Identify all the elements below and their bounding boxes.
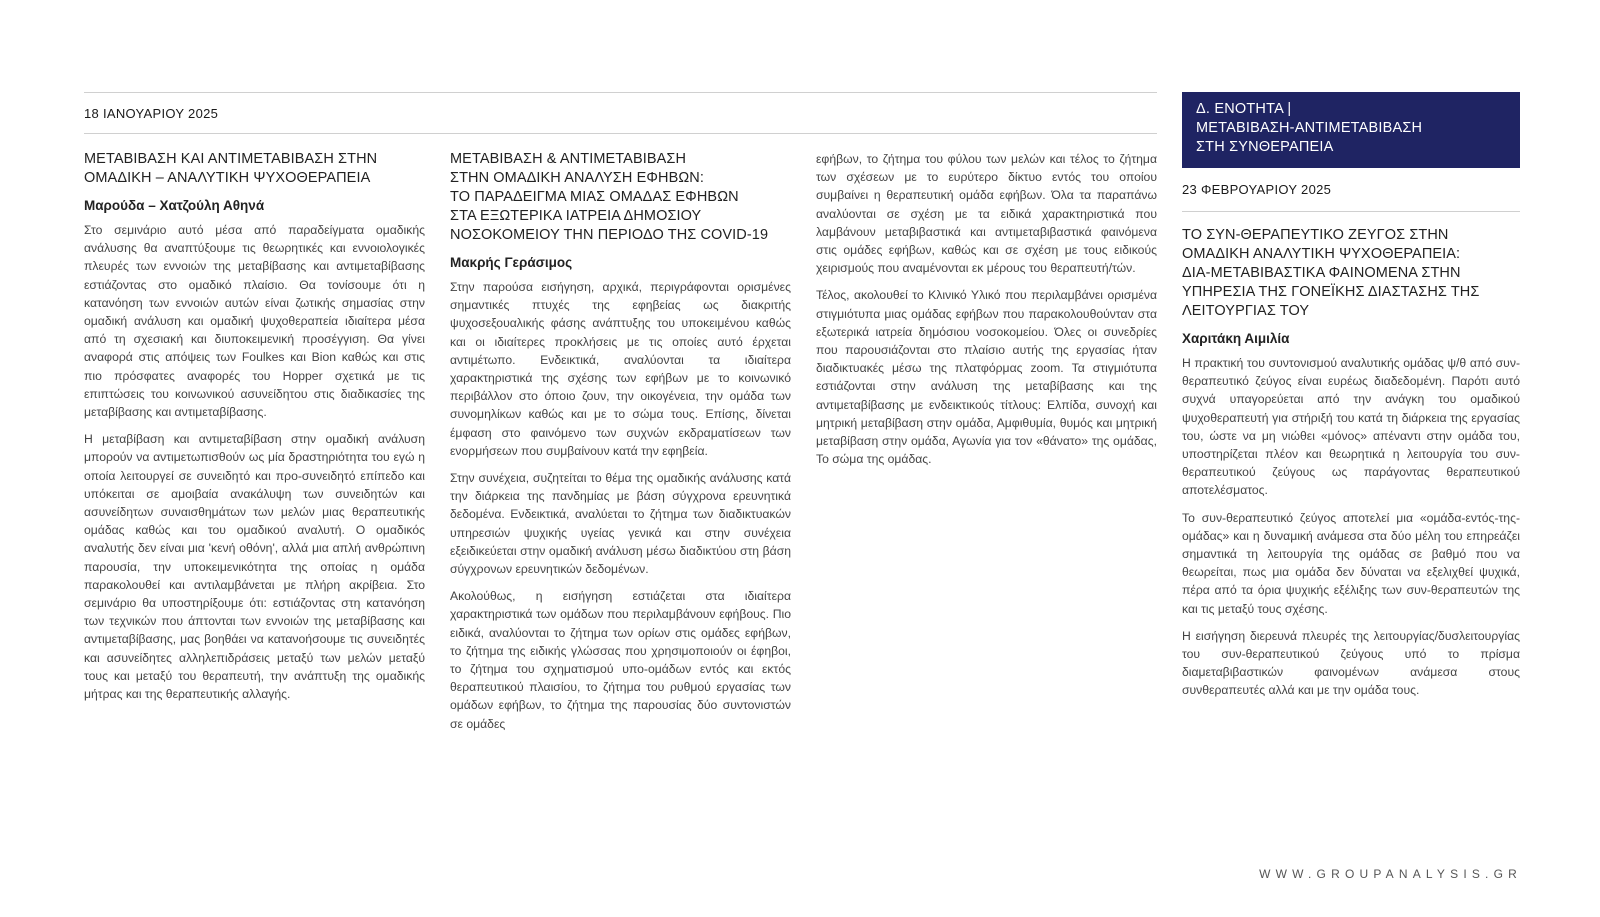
article-paragraph: εφήβων, το ζήτημα του φύλου των μελών και τέλος το ζήτημα των σχέσεων με το ευρύτερο δίκτυο εντός του οποίου συμβαίνει η θεραπευτική ομάδα εφήβων. Όλα τα παραπάνω αναλύονται σε σχέση με τα ειδικά χαρακτηριστικά που λαμβάνουν μεταβιβαστικά και αντιμεταβιβαστικά φαινόμενα στις ομάδες εφήβων, καθώς και σε σχέση με τους ειδικούς χειρισμούς που αναμένονται εκ μέρους του θεραπευτή/τών. (816, 152, 1157, 276)
article-paragraph: Το συν-θεραπευτικό ζεύγος αποτελεί μια «ομάδα-εντός-της-ομάδας» και η δυναμική ανάμεσα στα δύο μέλη του επηρεάζει σημαντικά τη λειτουργία της ομάδας σε βαθμό που να θεωρείται, πως μια ομάδα δεν δύναται να εξελιχθεί ψυχικά, πέρα από τα όρια ψυχικής εξέλιξης των συν-θεραπευτών της και τις μεταξύ τους σχέσης. (1182, 510, 1520, 616)
article-column-3 (816, 150, 1157, 477)
article-title-line: ΤΟ ΣΥΝ-ΘΕΡΑΠΕΥΤΙΚΟ ΖΕΥΓΟΣ ΣΤΗΝ (1182, 227, 1449, 243)
event-date-left: 18 ΙΑΝΟΥΑΡΙΟΥ 2025 (84, 106, 219, 121)
date-rule-left (84, 133, 1157, 134)
article-column-4 (1182, 226, 1520, 709)
article-author: Μαρούδα – Χατζούλη Αθηνά (84, 198, 265, 213)
date-rule-right (1182, 211, 1520, 212)
event-date-right: 23 ΦΕΒΡΟΥΑΡΙΟΥ 2025 (1182, 182, 1332, 197)
article-column-2 (450, 150, 791, 742)
section-title-line: Δ. ΕΝΟΤΗΤΑ | (1196, 101, 1292, 117)
article-title-line: ΜΕΤΑΒΙΒΑΣΗ & ΑΝΤΙΜΕΤΑΒΙΒΑΣΗ (450, 151, 687, 167)
article-title-line: ΣΤΑ ΕΞΩΤΕΡΙΚΑ ΙΑΤΡΕΙΑ ΔΗΜΟΣΙΟΥ (450, 208, 702, 224)
section-header-box (1182, 92, 1520, 168)
article-author: Χαριτάκη Αιμιλία (1182, 331, 1290, 346)
article-title (450, 150, 791, 245)
article-author: Μακρής Γεράσιμος (450, 255, 573, 270)
article-title-line: ΟΜΑΔΙΚΗ ΑΝΑΛΥΤΙΚΗ ΨΥΧΟΘΕΡΑΠΕΙΑ: (1182, 246, 1461, 262)
article-paragraph: Η μεταβίβαση και αντιμεταβίβαση στην ομαδική ανάλυση μπορούν να αντιμετωπισθούν ως μία δραστηριότητα του εγώ η οποία λειτουργεί σε συνειδητό και προ-συνειδητό επίπεδο και υπόκειται σε αμοιβαία ανακάλυψη των συνειδητών και ασυνείδητων συναισθημάτων των μελών μιας θεραπευτικής ομάδας καθώς και του ομαδικού αναλυτή. Ο ομαδικός αναλυτής δεν είναι μια 'κενή οθόνη', αλλά μια απλή ανθρώπινη παρουσία, την υποκειμενικότητα της οποίας η ομάδα παρακολουθεί και αντιλαμβάνεται με πλήρη ακρίβεια. Στο σεμινάριο θα υποστηρίξουμε ότι: εστιάζοντας στη κατανόηση των τεχνικών που άπτονται των εννοιών της μεταβίβασης και αντιμεταβίβασης, μας βοηθάει να κατανοήσουμε τις συνειδητές και ασυνείδητες αλληλεπιδράσεις μεταξύ των μελών μεταξύ τους και μεταξύ του θεραπευτή, την ανάπτυξη της ομαδικής μήτρας και της θεραπευτικής αλλαγής. (84, 432, 425, 702)
article-paragraph: Στην συνέχεια, συζητείται το θέμα της ομαδικής ανάλυσης κατά την διάρκεια της πανδημίας με βάση σύγχρονα ερευνητικά δεδομένα. Ενδεικτικά, αναλύεται το ζήτημα των διαδικτυακών υπηρεσιών ψυχικής υγείας γενικά και στην συνέχεια εξειδικεύεται στην ομαδική ανάλυση μέσω διαδικτύου στη βάση σύγχρονων ερευνητικών δεδομένων. (450, 471, 791, 577)
footer-website: WWW.GROUPANALYSIS.GR (1259, 867, 1522, 881)
article-title (1182, 226, 1520, 321)
article-title-line: ΥΠΗΡΕΣΙΑ ΤΗΣ ΓΟΝΕΪΚΗΣ ΔΙΑΣΤΑΣΗΣ ΤΗΣ (1182, 284, 1480, 300)
top-rule (84, 92, 1157, 93)
article-paragraph: Τέλος, ακολουθεί το Κλινικό Υλικό που περιλαμβάνει ορισμένα στιγμιότυπα μιας ομάδας εφήβων που παρακολουθούνταν στα εξωτερικά ιατρεία δημόσιου νοσοκομείου. Όλες οι συνεδρίες που παρουσιάζονται στο πλαίσιο αυτής της εργασίας ήταν διαδικτυακές μέσω της πλατφόρμας zoom. Τα στιγμιότυπα εστιάζονται στην ανάλυση της μεταβίβασης και της αντιμεταβίβασης με ενδεικτικούς τίτλους: Ελπίδα, συνοχή και μητρική μεταβίβαση στην ομάδα, Αμφιθυμία, θυμός και μητρική μεταβίβαση στην ομάδα, Αγωνία για τον «θάνατο» της ομάδας, Το σώμα της ομάδας. (816, 288, 1157, 467)
article-paragraph: Ακολούθως, η εισήγηση εστιάζεται στα ιδιαίτερα χαρακτηριστικά των ομάδων που περιλαμβάνουν εφήβους. Πιο ειδικά, αναλύονται το ζήτημα των ορίων στις ομάδες εφήβων, το ζήτημα της ειδικής γλώσσας που χρησιμοποιούν οι έφηβοι, το ζήτημα του σχηματισμού υπο-ομάδων εντός και εκτός θεραπευτικού πλαισίου, το ζήτημα του ρυθμού εργασίας των ομάδων εφήβων, το ζήτημα της παρουσίας δύο συντονιστών σε ομάδες (450, 589, 791, 731)
article-title-line: ΤΟ ΠΑΡΑΔΕΙΓΜΑ ΜΙΑΣ ΟΜΑΔΑΣ ΕΦΗΒΩΝ (450, 189, 739, 205)
article-title-line: ΔΙΑ-ΜΕΤΑΒΙΒΑΣΤΙΚΑ ΦΑΙΝΟΜΕΝΑ ΣΤΗΝ (1182, 265, 1461, 281)
section-title-line: ΜΕΤΑΒΙΒΑΣΗ-ΑΝΤΙΜΕΤΑΒΙΒΑΣΗ (1196, 120, 1423, 136)
article-title (84, 150, 425, 188)
article-paragraph: Η εισήγηση διερευνά πλευρές της λειτουργίας/δυσλειτουργίας του συν-θεραπευτικού ζεύγους υπό το πρίσμα διαμεταβιβαστικών φαινομένων ανάμεσα στους συνθεραπευτές αλλά και με την ομάδα τους. (1182, 628, 1520, 698)
article-title-line: ΟΜΑΔΙΚΗ – ΑΝΑΛΥΤΙΚΗ ΨΥΧΟΘΕΡΑΠΕΙΑ (84, 170, 371, 186)
article-title-line: ΣΤΗΝ ΟΜΑΔΙΚΗ ΑΝΑΛΥΣΗ ΕΦΗΒΩΝ: (450, 170, 704, 186)
article-title-line: ΜΕΤΑΒΙΒΑΣΗ ΚΑΙ ΑΝΤΙΜΕΤΑΒΙΒΑΣΗ ΣΤΗΝ (84, 151, 378, 167)
article-paragraph: Στην παρούσα εισήγηση, αρχικά, περιγράφονται ορισμένες σημαντικές πτυχές της εφηβείας ως διακριτής ψυχοσεξουαλικής φάσης ανάπτυξης του υποκειμένου καθώς και οι ιδιαίτερες προκλήσεις με τις οποίες αυτό έρχεται αντιμέτωπο. Ενδεικτικά, αναλύονται τα ιδιαίτερα χαρακτηριστικά της σχέσης των εφήβων με το κοινωνικό περιβάλλον στο όποιο ζουν, την οικογένεια, την ομάδα των συνομηλίκων καθώς και με το σώμα τους. Επίσης, δίνεται έμφαση στο φαινόμενο των συχνών εκδραματίσεων των ενορμήσεων που συμβαίνουν κατά την εφηβεία. (450, 280, 791, 458)
article-title-line: ΛΕΙΤΟΥΡΓΙΑΣ ΤΟΥ (1182, 303, 1310, 319)
article-column-1 (84, 150, 425, 712)
article-paragraph: Στο σεμινάριο αυτό μέσα από παραδείγματα ομαδικής ανάλυσης θα αναπτύξουμε τις θεωρητικές και εννοιολογικές πλευρές των εννοιών της μεταβίβασης και αντιμεταβίβασης εστιάζοντας στο ομαδικό πλαίσιο. Θα τονίσουμε ότι η κατανόηση των εννοιών αυτών είναι ζωτικής σημασίας στην ομαδική ανάλυση και ομαδική ψυχοθεραπεία ιδιαίτερα μέσα από τη σχεσιακή και διυποκειμενική προσέγγιση. Θα γίνει αναφορά στις απόψεις των Foulkes και Bion καθώς και στις πιο πρόσφατες αναφορές του Hopper σχετικά με τις επιπτώσεις του κοινωνικού ασυνείδητου στις διαδικασίες της μεταβίβασης και αντιμεταβίβασης. (84, 223, 425, 420)
article-paragraph: Η πρακτική του συντονισμού αναλυτικής ομάδας ψ/θ από συν-θεραπευτικό ζεύγος είναι ευρέως διαδεδομένη. Παρότι αυτό συχνά υπαγορεύεται από την ανάγκη του ομαδικού ψυχοθεραπευτή για στήριξή του κατά τη διάρκεια της εργασίας του, ώστε να μη νιώθει «μόνος» απέναντι στην ομάδα του, υποστηρίζεται πλέον και θεωρητικά η λειτουργία του συν-θεραπευτικού ζεύγους ως παράγοντας θεραπευτικού αποτελέσματος. (1182, 356, 1520, 498)
section-title-line: ΣΤΗ ΣΥΝΘΕΡΑΠΕΙΑ (1196, 139, 1334, 155)
article-title-line: ΝΟΣΟΚΟΜΕΙΟΥ ΤΗΝ ΠΕΡΙΟΔΟ ΤΗΣ COVID-19 (450, 227, 769, 243)
